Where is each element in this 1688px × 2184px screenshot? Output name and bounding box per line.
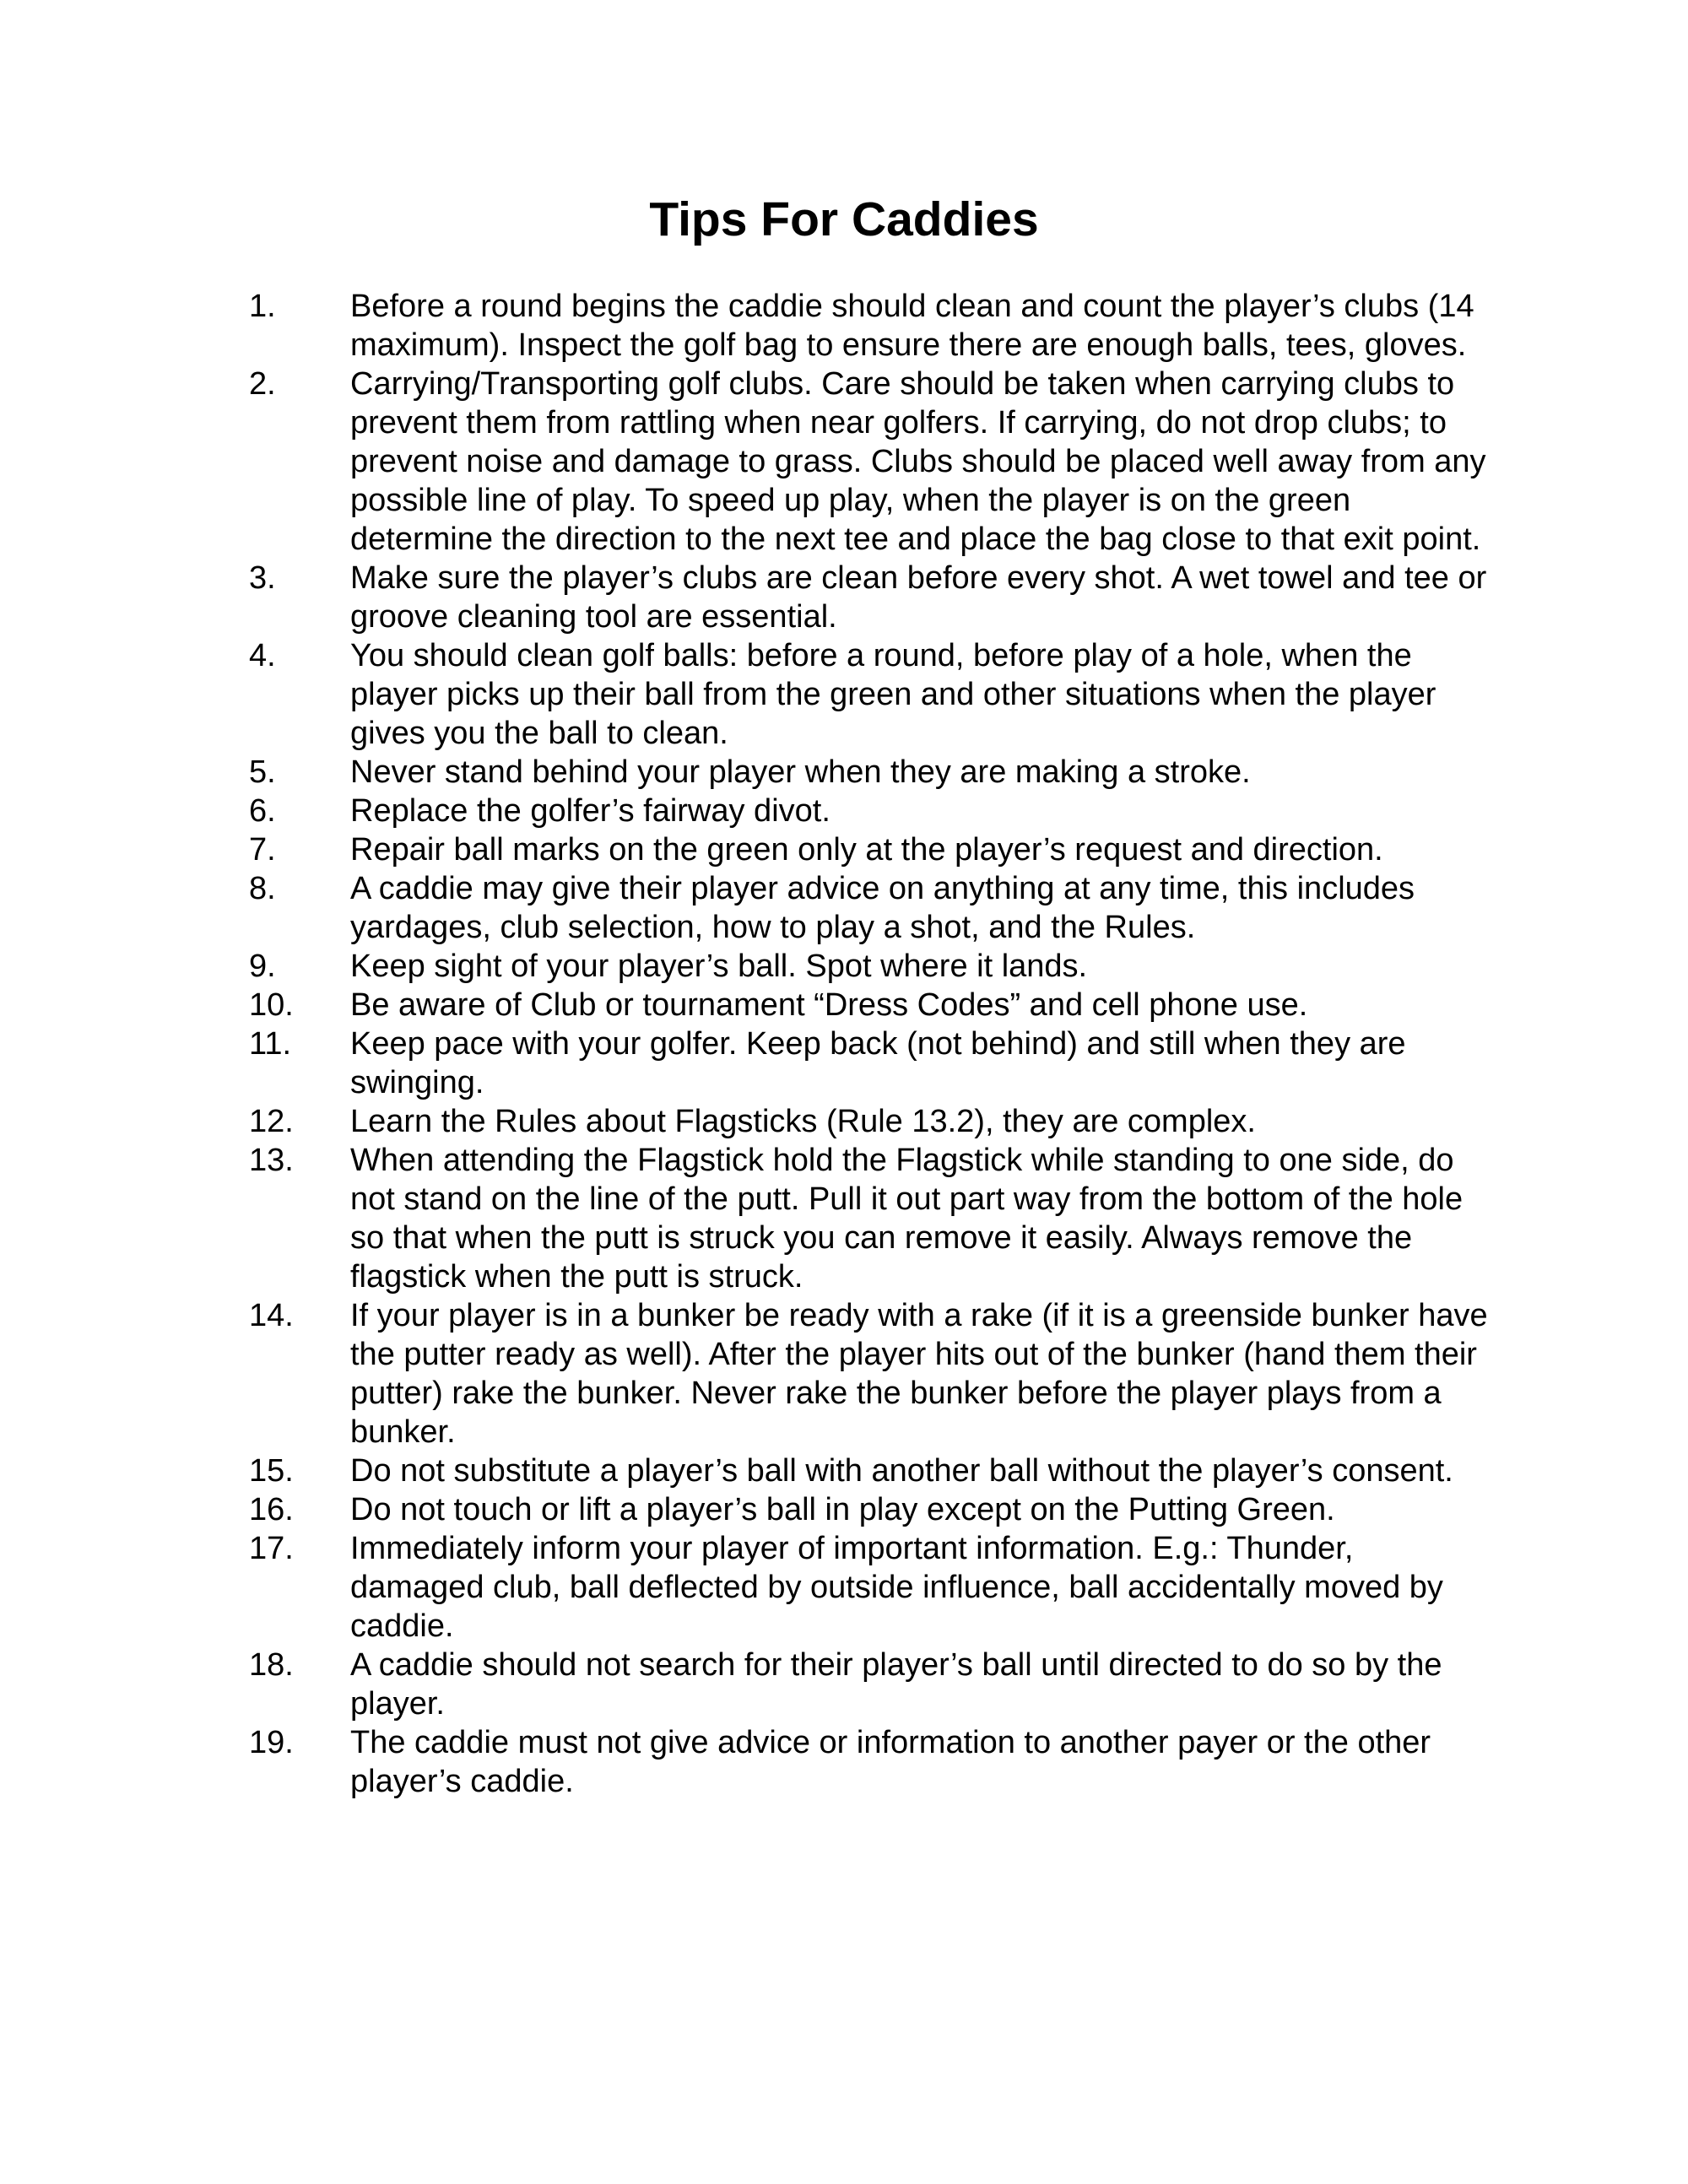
item-number: 4.: [249, 638, 276, 673]
item-number: 17.: [249, 1531, 294, 1566]
item-number: 1.: [249, 289, 276, 324]
list-item: [249, 830, 1688, 869]
list-item: [249, 1646, 1688, 1723]
list-item: [249, 753, 1688, 792]
item-number: 3.: [249, 560, 276, 596]
item-number: 6.: [249, 793, 276, 829]
item-text: Replace the golfer’s fairway divot.: [350, 793, 830, 829]
list-item: [249, 1723, 1688, 1801]
list-item: [249, 986, 1688, 1024]
item-text: Carrying/Transporting golf clubs. Care should be taken when carrying clubs to prevent them from rattling when near golfers. If carrying, do not drop clubs; to prevent noise and damage to grass. Clubs should be placed well away from any possible line of play. To speed up play, when the player is on the green determine the direction to the next tee and place the bag close to that exit point.: [350, 366, 1486, 557]
list-item: [249, 365, 1688, 559]
list-item: [249, 1529, 1688, 1646]
list-item: [249, 1024, 1688, 1102]
item-text: Learn the Rules about Flagsticks (Rule 13.2), they are complex.: [350, 1104, 1256, 1139]
tips-list: [0, 287, 1688, 1801]
item-text: When attending the Flagstick hold the Flagstick while standing to one side, do not stand on the line of the putt. Pull it out part way from the bottom of the hole so that when the putt is struck you can remove it easily. Always remove the flagstick when the putt is struck.: [350, 1143, 1463, 1295]
item-text: Repair ball marks on the green only at the player’s request and direction.: [350, 832, 1383, 868]
item-text: Do not touch or lift a player’s ball in play except on the Putting Green.: [350, 1492, 1335, 1527]
item-number: 10.: [249, 987, 294, 1023]
item-text: A caddie should not search for their player’s ball until directed to do so by the player.: [350, 1647, 1442, 1722]
item-text: Keep pace with your golfer. Keep back (not behind) and still when they are swinging.: [350, 1026, 1406, 1100]
item-number: 19.: [249, 1725, 294, 1760]
item-number: 8.: [249, 871, 276, 906]
item-number: 15.: [249, 1453, 294, 1489]
list-item: [249, 636, 1688, 753]
item-text: If your player is in a bunker be ready with a rake (if it is a greenside bunker have the putter ready as well). After the player hits out of the bunker (hand them their putter) rake the bunker. Never rake the bunker before the player plays from a bunker.: [350, 1298, 1488, 1450]
item-text: Before a round begins the caddie should clean and count the player’s clubs (14 maximum). Inspect the golf bag to ensure there are enough balls, tees, gloves.: [350, 289, 1474, 363]
item-number: 18.: [249, 1647, 294, 1683]
item-number: 16.: [249, 1492, 294, 1527]
item-number: 5.: [249, 754, 276, 790]
item-text: Keep sight of your player’s ball. Spot where it lands.: [350, 949, 1088, 984]
list-item: [249, 559, 1688, 636]
list-item: [249, 869, 1688, 947]
item-number: 2.: [249, 366, 276, 402]
item-text: Do not substitute a player’s ball with another ball without the player’s consent.: [350, 1453, 1453, 1489]
list-item: [249, 947, 1688, 986]
list-item: [249, 1296, 1688, 1451]
list-item: [249, 1490, 1688, 1529]
list-item: [249, 792, 1688, 830]
document-title: Tips For Caddies: [649, 192, 1039, 246]
item-number: 13.: [249, 1143, 294, 1178]
item-number: 9.: [249, 949, 276, 984]
item-text: Be aware of Club or tournament “Dress Codes” and cell phone use.: [350, 987, 1308, 1023]
list-item: [249, 1451, 1688, 1490]
list-item: [249, 287, 1688, 365]
item-number: 12.: [249, 1104, 294, 1139]
list-item: [249, 1141, 1688, 1296]
list-item: [249, 1102, 1688, 1141]
item-text: The caddie must not give advice or information to another payer or the other player’s caddie.: [350, 1725, 1431, 1799]
item-number: 11.: [249, 1026, 292, 1062]
item-number: 14.: [249, 1298, 294, 1333]
item-text: Make sure the player’s clubs are clean before every shot. A wet towel and tee or groove cleaning tool are essential.: [350, 560, 1487, 635]
item-number: 7.: [249, 832, 276, 868]
item-text: Never stand behind your player when they are making a stroke.: [350, 754, 1251, 790]
item-text: Immediately inform your player of important information. E.g.: Thunder, damaged club, ball deflected by outside influence, ball accidentally moved by caddie.: [350, 1531, 1443, 1644]
item-text: You should clean golf balls: before a round, before play of a hole, when the player picks up their ball from the green and other situations when the player gives you the ball to clean.: [350, 638, 1436, 751]
item-text: A caddie may give their player advice on anything at any time, this includes yardages, club selection, how to play a shot, and the Rules.: [350, 871, 1415, 945]
